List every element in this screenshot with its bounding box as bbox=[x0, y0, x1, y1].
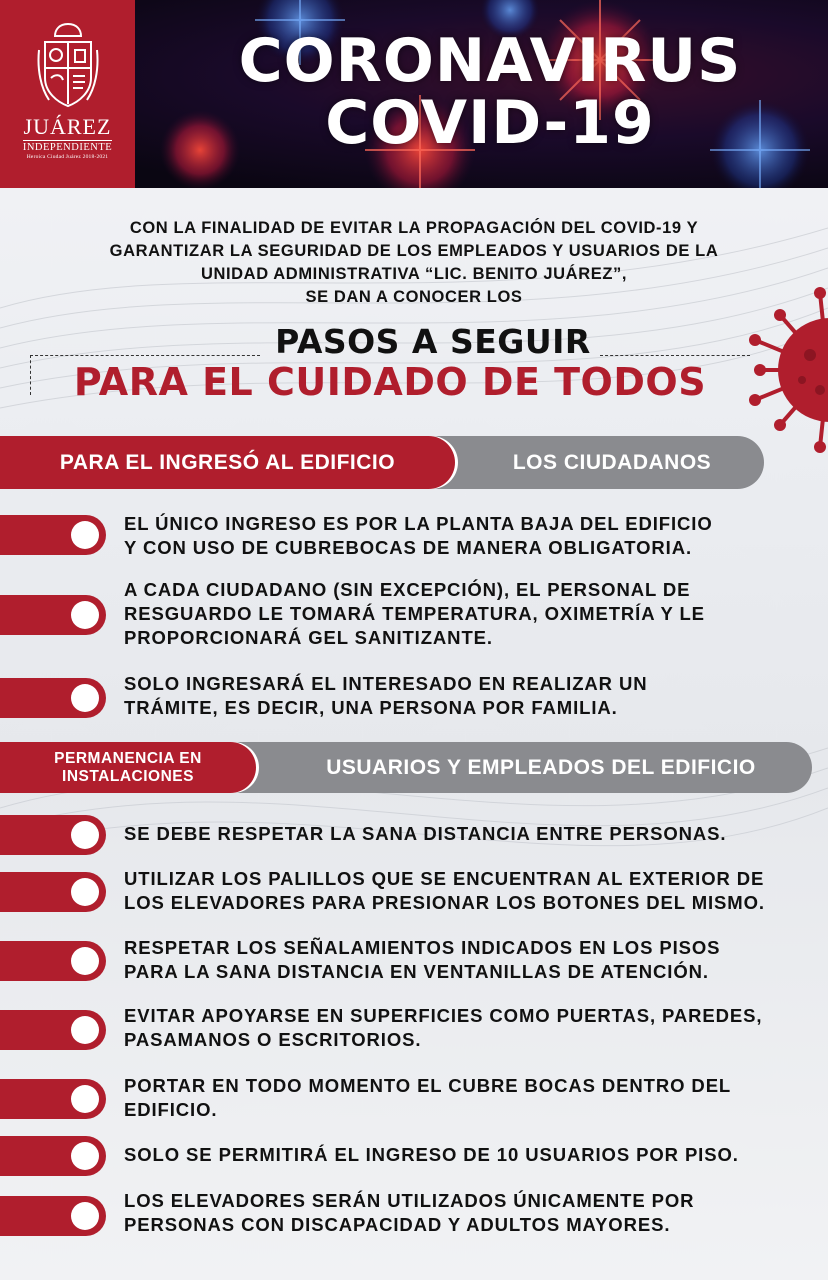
list-item bbox=[124, 822, 814, 846]
list-item-line: PASAMANOS O ESCRITORIOS. bbox=[124, 1029, 422, 1050]
bullet-marker bbox=[0, 1136, 106, 1176]
virus-icon bbox=[740, 285, 828, 455]
bullet-dot bbox=[71, 1142, 99, 1170]
list-item-line: A CADA CIUDADANO (SIN EXCEPCIÓN), EL PERSONAL DE bbox=[124, 579, 691, 600]
list-item-line: LOS ELEVADORES PARA PRESIONAR LOS BOTONES DEL MISMO. bbox=[124, 892, 765, 913]
list-item-line: PROPORCIONARÁ GEL SANITIZANTE. bbox=[124, 627, 493, 648]
bullet-marker bbox=[0, 941, 106, 981]
logo-brand-text: JUÁREZ bbox=[23, 114, 112, 139]
bullet-dot bbox=[71, 947, 99, 975]
header-banner bbox=[0, 0, 828, 188]
intro-line-4: SE DAN A CONOCER LOS bbox=[305, 288, 523, 306]
bullet-marker bbox=[0, 515, 106, 555]
bullet-dot bbox=[71, 878, 99, 906]
list-item-line: SOLO INGRESARÁ EL INTERESADO EN REALIZAR UN bbox=[124, 673, 648, 694]
title-line-2: COVID-19 bbox=[325, 88, 655, 158]
bullet-marker bbox=[0, 872, 106, 912]
list-item-line: SOLO SE PERMITIRÁ EL INGRESO DE 10 USUARIOS POR PISO. bbox=[124, 1144, 739, 1165]
section2-heading-line-1: PERMANENCIA EN bbox=[54, 749, 202, 767]
list-item-line: LOS ELEVADORES SERÁN UTILIZADOS ÚNICAMENTE POR bbox=[124, 1190, 695, 1211]
list-item-line: Y CON USO DE CUBREBOCAS DE MANERA OBLIGATORIA. bbox=[124, 537, 692, 558]
bullet-dot bbox=[71, 601, 99, 629]
list-item-line: EVITAR APOYARSE EN SUPERFICIES COMO PUERTAS, PAREDES, bbox=[124, 1005, 763, 1026]
bullet-dot bbox=[71, 1085, 99, 1113]
bullet-dot bbox=[71, 684, 99, 712]
page-title bbox=[170, 26, 810, 158]
bullet-dot bbox=[71, 521, 99, 549]
logo-tagline: Heroica Ciudad Juárez 2018-2021 bbox=[26, 154, 109, 160]
list-item bbox=[124, 1004, 814, 1052]
bullet-marker bbox=[0, 595, 106, 635]
list-item bbox=[124, 1143, 814, 1167]
list-item-line: RESGUARDO LE TOMARÁ TEMPERATURA, OXIMETRÍA Y LE bbox=[124, 603, 705, 624]
section2-heading-bar bbox=[0, 742, 256, 793]
logo-subtitle: INDEPENDIENTE bbox=[22, 142, 113, 153]
list-item bbox=[124, 1189, 814, 1237]
section1-heading-bar: PARA EL INGRESÓ AL EDIFICIO bbox=[0, 436, 455, 489]
section2-audience-bar: USUARIOS Y EMPLEADOS DEL EDIFICIO bbox=[230, 742, 812, 793]
bullet-dot bbox=[71, 1202, 99, 1230]
intro-line-2: GARANTIZAR LA SEGURIDAD DE LOS EMPLEADOS Y USUARIOS DE LA bbox=[109, 242, 719, 260]
list-item bbox=[124, 672, 814, 720]
intro-line-1: CON LA FINALIDAD DE EVITAR LA PROPAGACIÓN DEL COVID-19 Y bbox=[129, 219, 699, 237]
bullet-dot bbox=[71, 1016, 99, 1044]
intro-paragraph bbox=[60, 217, 768, 309]
list-item bbox=[124, 1074, 814, 1122]
section2-heading-line-2: INSTALACIONES bbox=[62, 767, 194, 785]
list-item bbox=[124, 867, 814, 915]
list-item-line: EDIFICIO. bbox=[124, 1099, 218, 1120]
steps-heading: PASOS A SEGUIR bbox=[275, 322, 591, 361]
list-item bbox=[124, 512, 814, 560]
bullet-marker bbox=[0, 815, 106, 855]
list-item bbox=[124, 936, 814, 984]
list-item-line: SE DEBE RESPETAR LA SANA DISTANCIA ENTRE PERSONAS. bbox=[124, 823, 727, 844]
bullet-marker bbox=[0, 1010, 106, 1050]
coat-of-arms-icon bbox=[37, 20, 99, 110]
care-subtitle: PARA EL CUIDADO DE TODOS bbox=[73, 360, 707, 404]
bullet-marker bbox=[0, 678, 106, 718]
list-item-line: PORTAR EN TODO MOMENTO EL CUBRE BOCAS DENTRO DEL bbox=[124, 1075, 732, 1096]
title-line-1: CORONAVIRUS bbox=[238, 26, 742, 96]
list-item-line: UTILIZAR LOS PALILLOS QUE SE ENCUENTRAN AL EXTERIOR DE bbox=[124, 868, 765, 889]
section1-audience-bar: LOS CIUDADANOS bbox=[420, 436, 764, 489]
list-item-line: PARA LA SANA DISTANCIA EN VENTANILLAS DE ATENCIÓN. bbox=[124, 961, 709, 982]
list-item bbox=[124, 578, 814, 650]
bullet-marker bbox=[0, 1079, 106, 1119]
logo-panel bbox=[0, 0, 135, 188]
list-item-line: EL ÚNICO INGRESO ES POR LA PLANTA BAJA DEL EDIFICIO bbox=[124, 513, 713, 534]
bullet-marker bbox=[0, 1196, 106, 1236]
list-item-line: RESPETAR LOS SEÑALAMIENTOS INDICADOS EN LOS PISOS bbox=[124, 937, 721, 958]
bullet-dot bbox=[71, 821, 99, 849]
list-item-line: TRÁMITE, ES DECIR, UNA PERSONA POR FAMILIA. bbox=[124, 697, 618, 718]
intro-line-3: UNIDAD ADMINISTRATIVA “LIC. BENITO JUÁREZ”, bbox=[200, 265, 628, 283]
list-item-line: PERSONAS CON DISCAPACIDAD Y ADULTOS MAYORES. bbox=[124, 1214, 671, 1235]
